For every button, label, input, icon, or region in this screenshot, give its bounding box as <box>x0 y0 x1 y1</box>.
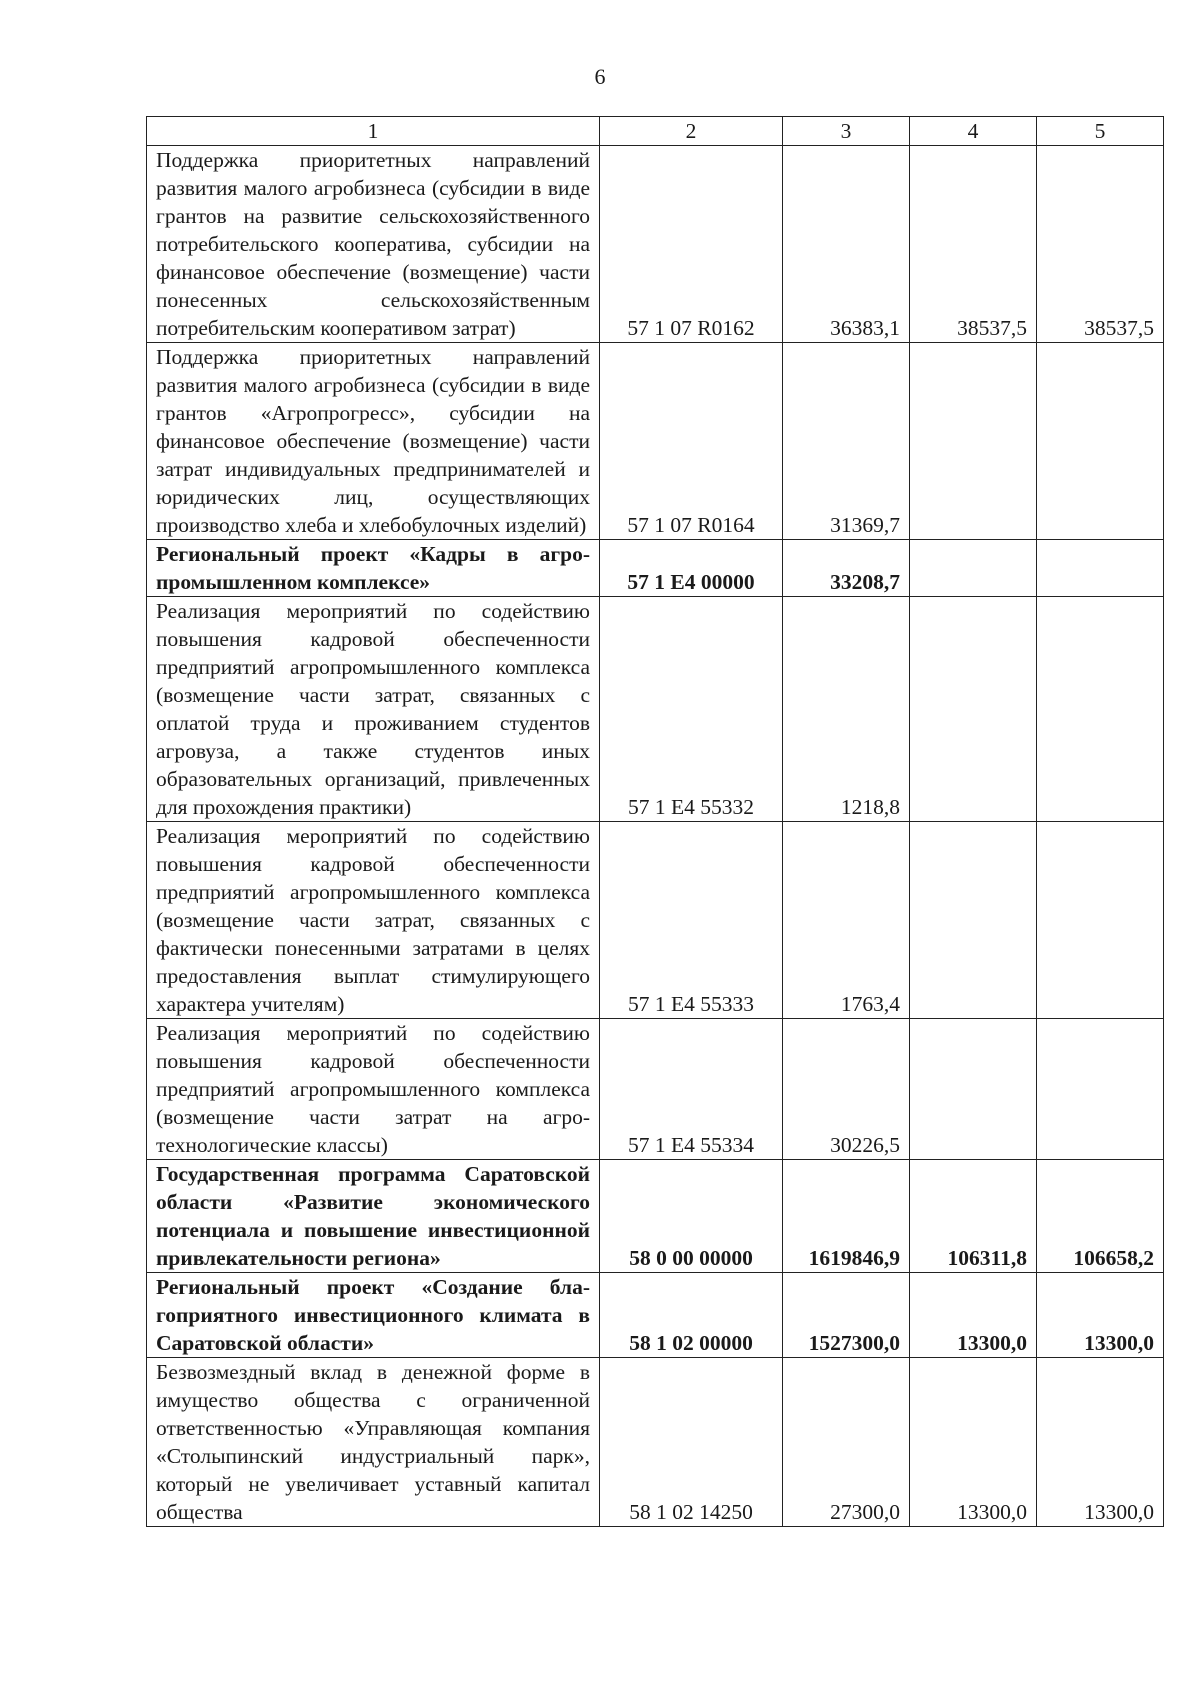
table-row <box>147 540 1164 597</box>
row-value-col3: 31369,7 <box>783 343 910 540</box>
table-row <box>147 1273 1164 1358</box>
row-value-col4: 13300,0 <box>910 1358 1037 1527</box>
row-value-col3: 27300,0 <box>783 1358 910 1527</box>
row-value-col5: 13300,0 <box>1037 1358 1164 1527</box>
table-row <box>147 822 1164 1019</box>
page-number: 6 <box>594 64 606 89</box>
row-value-col3: 33208,7 <box>783 540 910 597</box>
row-value-col4: 13300,0 <box>910 1273 1037 1358</box>
row-code: 57 1 Е4 55332 <box>600 597 783 822</box>
row-description: Региональный проект «Создание благоприятного инвестиционного климата в Саратовской области» <box>147 1273 600 1358</box>
table-row <box>147 1358 1164 1527</box>
row-value-col4 <box>910 597 1037 822</box>
row-value-col3: 1527300,0 <box>783 1273 910 1358</box>
row-description: Поддержка приоритетных направлений развития малого агробизнеса (субсидии в виде грантов «Агропрогресс», субсидии на финансовое обеспечение (возмещение) части затрат индивидуальных предпринимателей и юридических лиц, осуществляющих производство хлеба и хлебобулочных изделий) <box>147 343 600 540</box>
row-code: 57 1 Е4 00000 <box>600 540 783 597</box>
table-row <box>147 1019 1164 1160</box>
row-value-col5 <box>1037 822 1164 1019</box>
row-code: 58 1 02 00000 <box>600 1273 783 1358</box>
table-row <box>147 146 1164 343</box>
row-description: Поддержка приоритетных направлений развития малого агробизнеса (субсидии в виде грантов на развитие сельскохозяйственного потребительского кооператива, субсидии на финансовое обеспечение (возмещение) части понесенных сельскохозяйственным потребительским кооперативом затрат) <box>147 146 600 343</box>
row-description: Государственная программа Саратовской области «Развитие экономического потенциала и повышение инвестиционной привлекательности региона» <box>147 1160 600 1273</box>
row-value-col5 <box>1037 1019 1164 1160</box>
row-value-col4 <box>910 343 1037 540</box>
row-code: 58 1 02 14250 <box>600 1358 783 1527</box>
row-value-col3: 36383,1 <box>783 146 910 343</box>
row-value-col4 <box>910 540 1037 597</box>
row-value-col5 <box>1037 597 1164 822</box>
row-description: Реализация мероприятий по содействию повышения кадровой обеспеченности предприятий агропромышленного комплекса (возмещение части затрат, связанных с фактически понесенными затратами в целях предоставления выплат стимулирующего характера учителям) <box>147 822 600 1019</box>
row-value-col3: 1218,8 <box>783 597 910 822</box>
row-code: 57 1 07 R0164 <box>600 343 783 540</box>
row-value-col3: 1763,4 <box>783 822 910 1019</box>
row-code: 57 1 Е4 55334 <box>600 1019 783 1160</box>
table-row <box>147 343 1164 540</box>
row-code: 57 1 07 R0162 <box>600 146 783 343</box>
row-value-col5: 38537,5 <box>1037 146 1164 343</box>
budget-table <box>146 116 1164 1527</box>
table-row <box>147 597 1164 822</box>
row-code: 57 1 Е4 55333 <box>600 822 783 1019</box>
row-description: Региональный проект «Кадры в агропромышленном комплексе» <box>147 540 600 597</box>
row-value-col5: 13300,0 <box>1037 1273 1164 1358</box>
table-row <box>147 1160 1164 1273</box>
row-value-col5 <box>1037 540 1164 597</box>
row-value-col4 <box>910 822 1037 1019</box>
row-value-col5 <box>1037 343 1164 540</box>
row-value-col4 <box>910 1019 1037 1160</box>
row-description: Реализация мероприятий по содействию повышения кадровой обеспеченности предприятий агропромышленного комплекса (возмещение части затрат, связанных с оплатой труда и проживанием студентов агровуза, а также студентов иных образовательных организаций, привлеченных для прохождения практики) <box>147 597 600 822</box>
row-description: Безвозмездный вклад в денежной форме в имущество общества с ограниченной ответственностью «Управляющая компания «Столыпинский индустриальный парк», который не увеличивает уставный капитал общества <box>147 1358 600 1527</box>
column-header-3: 3 <box>783 117 910 146</box>
row-value-col4: 106311,8 <box>910 1160 1037 1273</box>
column-header-1: 1 <box>147 117 600 146</box>
row-value-col5: 106658,2 <box>1037 1160 1164 1273</box>
row-value-col3: 30226,5 <box>783 1019 910 1160</box>
row-code: 58 0 00 00000 <box>600 1160 783 1273</box>
column-header-4: 4 <box>910 117 1037 146</box>
row-description: Реализация мероприятий по содействию повышения кадровой обеспеченности предприятий агропромышленного комплекса (возмещение части затрат на агротехнологические классы) <box>147 1019 600 1160</box>
row-value-col4: 38537,5 <box>910 146 1037 343</box>
column-header-5: 5 <box>1037 117 1164 146</box>
column-header-2: 2 <box>600 117 783 146</box>
row-value-col3: 1619846,9 <box>783 1160 910 1273</box>
header-row <box>147 117 1164 146</box>
